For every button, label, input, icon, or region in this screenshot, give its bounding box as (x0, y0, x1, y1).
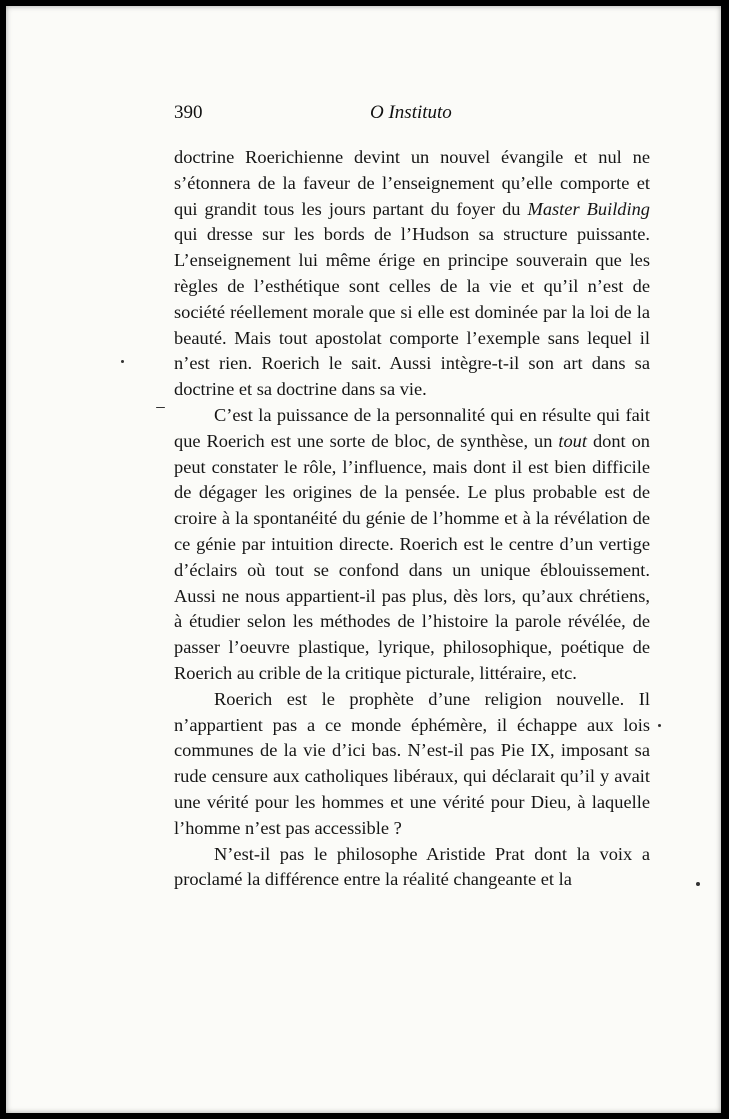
scan-speck (156, 407, 165, 408)
paragraph-text: dont on peut constater le rôle, l’influence, mais dont il est bien difficile de dégager les origines de la pensée. Le plus probable est de croire à la spontanéité du génie de l’homme et à la révélation de ce génie par intuition directe. Roerich est le centre d’un vertige d’éclairs où tout se confond dans un unique éblouissement. Aussi ne nous appartient-il pas plus, dès lors, qu’aux chrétiens, à étudier selon les méthodes de l’histoire la parole révélée, de passer l’oeuvre plastique, lyrique, philosophique, poétique de Roerich au crible de la critique picturale, littéraire, etc. (174, 430, 650, 683)
paragraph-text: doctrine Roerichienne devint un nouvel évangile et nul ne s’étonnera de la faveur de l’enseignement qu’elle comporte et qui grandit tous les jours partant du foyer du (174, 147, 650, 219)
italic-text: Master Building (527, 198, 651, 219)
paragraph (174, 687, 650, 842)
paragraph (174, 842, 650, 894)
paragraph-text: N’est-il pas le philosophe Aristide Prat dont la voix a proclamé la différence entre la réalité changeante et la (174, 843, 650, 890)
paragraph-text: qui dresse sur les bords de l’Hudson sa structure puissante. L’enseignement lui même érige en principe souverain que les règles de l’esthétique sont celles de la vie et qu’il n’est de société réellement morale que si elle est dominée par la loi de la beauté. Mais tout apostolat comporte l’exemple sans lequel il n’est rien. Roerich le sait. Aussi intègre-t-il son art dans sa doctrine et sa doctrine dans sa vie. (174, 224, 650, 400)
running-title: O Instituto (370, 102, 452, 123)
paragraph-text: C’est la puissance de la personnalité qui en résulte qui fait que Roerich est une sorte de bloc, de synthèse, un (174, 404, 650, 451)
running-header (174, 102, 654, 128)
paragraph-text: Roerich est le prophète d’une religion nouvelle. Il n’appartient pas a ce monde éphémère, il échappe aux lois communes de la vie d’ici bas. N’est-il pas Pie IX, imposant sa rude censure aux catholiques libéraux, qui déclarait qu’il y avait une vérité pour les hommes et une vérité pour Dieu, à laquelle l’homme n’est pas accessible ? (174, 688, 650, 838)
scan-speck (696, 882, 700, 886)
paragraph (174, 403, 650, 687)
document-page (6, 6, 721, 1113)
scan-speck (121, 360, 124, 363)
paragraph (174, 145, 650, 403)
body-text (174, 145, 650, 893)
page-number: 390 (174, 102, 203, 123)
italic-text: tout (558, 430, 587, 451)
scan-speck (658, 724, 661, 727)
